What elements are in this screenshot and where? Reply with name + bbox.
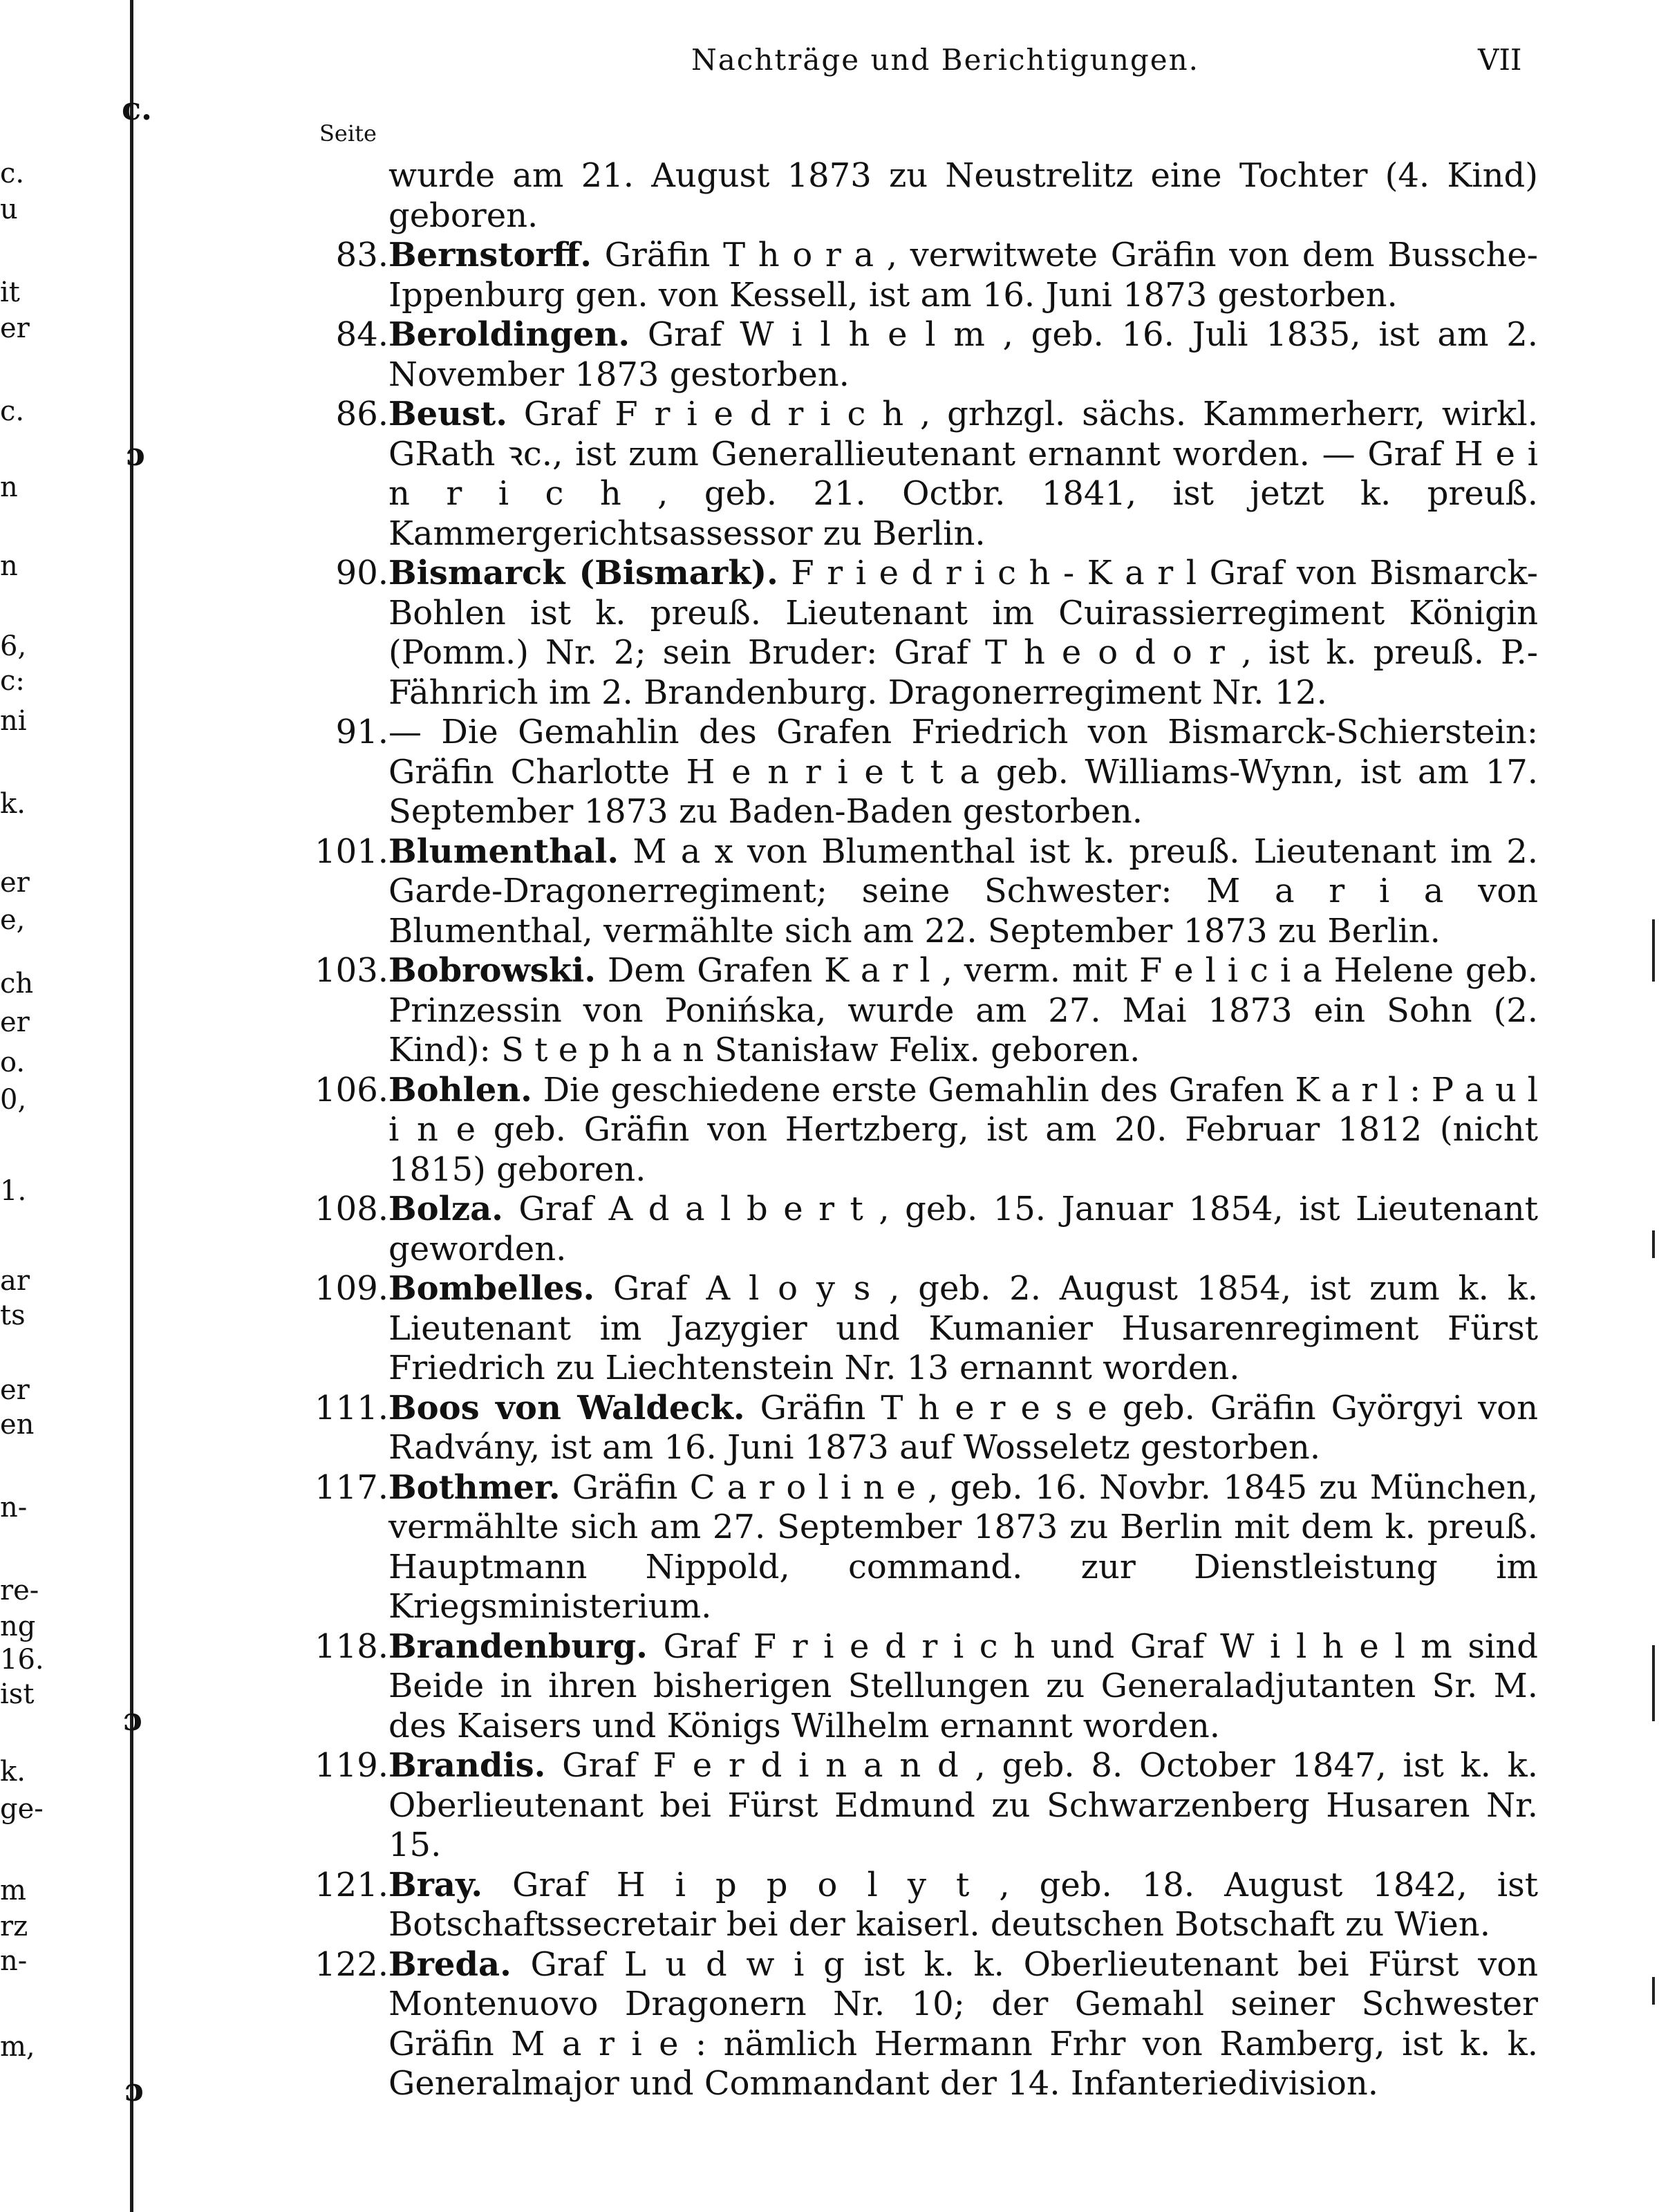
entry-number: 109. bbox=[315, 1269, 388, 1308]
entry bbox=[304, 1627, 1538, 1747]
entry-text-wrap bbox=[388, 1269, 1538, 1389]
entry-number: 86. bbox=[335, 395, 388, 433]
margin-fragment: u bbox=[0, 194, 18, 225]
gutter-mark: c. bbox=[122, 90, 153, 127]
entry-number: 83. bbox=[335, 236, 388, 274]
entry-text: Graf L u d w i g ist k. k. Oberlieutenant bei Fürst von Montenuovo Dragonern Nr. 10; der Gemahl seiner Schwester Gräfin M a r i e : nämlich Hermann Frhr von Ramberg, ist k. k. Generalmajor und Commandant der 14. Infanteriedivision. bbox=[388, 1944, 1538, 2103]
margin-fragment: ge- bbox=[0, 1793, 44, 1825]
margin-fragment: n bbox=[0, 550, 18, 582]
margin-fragment: n- bbox=[0, 1492, 28, 1524]
entry-text: F r i e d r i c h - K a r l Graf von Bismarck-Bohlen ist k. preuß. Lieutenant im Cuirassierregiment Königin (Pomm.) Nr. 2; sein Bruder: Graf T h e o d o r , ist k. preuß. P.-Fähnrich im 2. Brandenburg. Dragonerregiment Nr. 12. bbox=[388, 554, 1538, 712]
entry-number: 122. bbox=[315, 1944, 388, 1984]
gutter-mark: ɔ bbox=[126, 435, 146, 473]
entry bbox=[304, 1746, 1538, 1866]
entry-text: Graf F r i e d r i c h , grhzgl. sächs. Kammerherr, wirkl. GRath ꝛc., ist zum Generallieutenant ernannt worden. — Graf H e i n r i c h , geb. 21. Octbr. 1841, ist jetzt k. preuß. Kammergerichtsassessor zu Berlin. bbox=[388, 395, 1538, 553]
margin-fragment: n bbox=[0, 471, 18, 503]
entry-text: Graf W i l h e l m , geb. 16. Juli 1835, ist am 2. November 1873 gestorben. bbox=[388, 315, 1539, 394]
edge-mark bbox=[1652, 1645, 1655, 1721]
entry-number: 108. bbox=[315, 1190, 388, 1228]
entry-number: 119. bbox=[315, 1746, 388, 1785]
margin-fragment: e, bbox=[0, 904, 26, 936]
margin-fragment: k. bbox=[0, 788, 26, 820]
entry-text: Dem Grafen K a r l , verm. mit F e l i c i a Helene geb. Prinzessin von Ponińska, wurde am 27. Mai 1873 ein Sohn (2. Kind): S t e p h a n Stanisław Felix. geboren. bbox=[388, 951, 1539, 1069]
gutter-mark: ɔ bbox=[123, 1700, 143, 1738]
entry bbox=[304, 713, 1538, 832]
entry-number: 117. bbox=[315, 1468, 388, 1507]
margin-fragment: c: bbox=[0, 665, 25, 697]
entry-head: Bismarck (Bismark). bbox=[388, 554, 778, 592]
edge-mark bbox=[1652, 919, 1655, 982]
margin-fragment: er bbox=[0, 867, 30, 899]
margin-fragment: ch bbox=[0, 968, 34, 1000]
entry-text-wrap bbox=[388, 832, 1538, 952]
entry-text: Gräfin T h e r e s e geb. Gräfin Györgyi von Radvány, ist am 16. Juni 1873 auf Wosseletz gestorben. bbox=[388, 1388, 1538, 1467]
margin-fragment: 1. bbox=[0, 1175, 27, 1207]
entry-head: Bray. bbox=[388, 1865, 483, 1904]
margin-fragment: er bbox=[0, 312, 30, 344]
entry bbox=[304, 554, 1538, 713]
entry-number: 121. bbox=[315, 1865, 388, 1904]
entry-text-wrap bbox=[388, 951, 1538, 1071]
entry-number: 111. bbox=[315, 1388, 388, 1427]
page-body bbox=[304, 156, 1538, 2104]
entry-text-wrap bbox=[388, 1389, 1538, 1468]
margin-fragment: er bbox=[0, 1374, 30, 1406]
entry-head: Bombelles. bbox=[388, 1269, 595, 1308]
entry-head: Blumenthal. bbox=[388, 832, 619, 871]
entry-head: Breda. bbox=[388, 1944, 512, 1984]
entry-text: Gräfin T h o r a , verwitwete Gräfin von dem Bussche-Ippenburg gen. von Kessell, ist am 16. Juni 1873 gestorben. bbox=[388, 236, 1538, 315]
entry-number: 101. bbox=[315, 832, 388, 871]
binding-gutter-line bbox=[130, 0, 133, 2212]
entry bbox=[304, 832, 1538, 952]
margin-fragment: en bbox=[0, 1409, 35, 1441]
entry bbox=[304, 1071, 1538, 1190]
entry-number: 84. bbox=[335, 315, 388, 354]
entry bbox=[304, 1389, 1538, 1468]
margin-fragment: c. bbox=[0, 395, 25, 427]
margin-fragment: m bbox=[0, 1875, 26, 1906]
entry-head: Brandenburg. bbox=[388, 1627, 648, 1666]
seite-label: Seite bbox=[319, 120, 377, 147]
entry-text-wrap bbox=[388, 1190, 1538, 1269]
entry-text: Die geschiedene erste Gemahlin des Grafen K a r l : P a u l i n e geb. Gräfin von Hertzberg, ist am 20. Februar 1812 (nicht 1815) geboren. bbox=[388, 1070, 1538, 1189]
margin-fragment: ng bbox=[0, 1611, 36, 1642]
entry-number: 118. bbox=[315, 1627, 388, 1666]
entry-head: Bohlen. bbox=[388, 1070, 532, 1109]
margin-fragment: re- bbox=[0, 1575, 39, 1606]
right-edge-marks bbox=[1631, 0, 1659, 2212]
margin-fragment: it bbox=[0, 276, 20, 308]
entry-text-wrap bbox=[388, 315, 1538, 395]
entry bbox=[304, 236, 1538, 315]
entry-number: 91. bbox=[335, 713, 388, 751]
entry-text: Graf A l o y s , geb. 2. August 1854, ist zum k. k. Lieutenant im Jazygier und Kumanier Husarenregiment Fürst Friedrich zu Liechtenstein Nr. 13 ernannt worden. bbox=[388, 1269, 1538, 1387]
entry-text-wrap bbox=[388, 713, 1538, 832]
entry-number: 106. bbox=[315, 1070, 388, 1109]
margin-fragment: ist bbox=[0, 1678, 35, 1710]
previous-page-column bbox=[0, 0, 48, 2212]
entry bbox=[304, 1468, 1538, 1627]
entry-head: Bolza. bbox=[388, 1190, 503, 1228]
margin-fragment: er bbox=[0, 1006, 30, 1038]
entry-text: M a x von Blumenthal ist k. preuß. Lieutenant im 2. Garde-Dragonerregiment; seine Schwester: M a r i a von Blumenthal, vermählte sich am 22. September 1873 zu Berlin. bbox=[388, 832, 1538, 950]
entry bbox=[304, 1269, 1538, 1389]
entry bbox=[304, 1866, 1538, 1945]
entry bbox=[304, 315, 1538, 395]
entry-head: Boos von Waldeck. bbox=[388, 1388, 745, 1427]
entry-head: Beust. bbox=[388, 395, 507, 433]
margin-fragment: ar bbox=[0, 1265, 30, 1297]
entry-text-wrap bbox=[388, 156, 1538, 236]
margin-fragment: ts bbox=[0, 1300, 26, 1331]
entry-text: Graf H i p p o l y t , geb. 18. August 1842, ist Botschaftssecretair bei der kaiserl. deutschen Botschaft zu Wien. bbox=[388, 1865, 1538, 1944]
entry-text-wrap bbox=[388, 1945, 1538, 2104]
margin-fragment: m, bbox=[0, 2031, 35, 2063]
margin-fragment: 0, bbox=[0, 1084, 27, 1116]
entry-text: Graf A d a l b e r t , geb. 15. Januar 1854, ist Lieutenant geworden. bbox=[388, 1190, 1539, 1268]
entry bbox=[304, 1190, 1538, 1269]
entry-head: Beroldingen. bbox=[388, 315, 630, 354]
entry bbox=[304, 395, 1538, 554]
margin-fragment: rz bbox=[0, 1911, 28, 1942]
entry-head: Bobrowski. bbox=[388, 951, 596, 990]
entry-head: Brandis. bbox=[388, 1746, 546, 1785]
entry-text: Gräfin C a r o l i n e , geb. 16. Novbr. 1845 zu München, vermählte sich am 27. September 1873 zu Berlin mit dem k. preuß. Hauptmann Nippold, command. zur Dienstleistung im Kriegsministerium. bbox=[388, 1468, 1538, 1626]
margin-fragment: 16. bbox=[0, 1644, 44, 1676]
entry-text-wrap bbox=[388, 1746, 1538, 1866]
entry-head: Bothmer. bbox=[388, 1468, 561, 1507]
entry-text: — Die Gemahlin des Grafen Friedrich von Bismarck-Schierstein: Gräfin Charlotte H e n r i e t t a geb. Williams-Wynn, ist am 17. September 1873 zu Baden-Baden gestorben. bbox=[388, 713, 1538, 831]
entry bbox=[304, 1945, 1538, 2104]
entry-text-wrap bbox=[388, 236, 1538, 315]
page-number: VII bbox=[1478, 43, 1522, 77]
margin-fragment: n- bbox=[0, 1945, 28, 1977]
entry-head: Bernstorff. bbox=[388, 236, 592, 274]
running-head: Nachträge und Berichtigungen. bbox=[691, 43, 1200, 77]
entry-text: wurde am 21. August 1873 zu Neustrelitz eine Tochter (4. Kind) geboren. bbox=[388, 156, 1538, 235]
entry-text-wrap bbox=[388, 1866, 1538, 1945]
margin-fragment: o. bbox=[0, 1047, 26, 1078]
entry-text-wrap bbox=[388, 1468, 1538, 1627]
margin-fragment: ni bbox=[0, 705, 27, 737]
entry-text: Graf F e r d i n a n d , geb. 8. October 1847, ist k. k. Oberlieutenant bei Fürst Edmund zu Schwarzenberg Husaren Nr. 15. bbox=[388, 1746, 1538, 1864]
gutter-mark: ɔ bbox=[124, 2071, 144, 2108]
margin-fragment: k. bbox=[0, 1756, 26, 1788]
margin-fragment: c. bbox=[0, 158, 25, 189]
entry-text-wrap bbox=[388, 395, 1538, 554]
entry-number: 90. bbox=[335, 554, 388, 592]
edge-mark bbox=[1652, 1977, 1655, 2005]
entry-text-wrap bbox=[388, 1071, 1538, 1190]
entry-number: 103. bbox=[315, 951, 388, 990]
edge-mark bbox=[1652, 1230, 1655, 1258]
margin-fragment: 6, bbox=[0, 630, 27, 662]
entry-text-wrap bbox=[388, 554, 1538, 713]
entry-continuation bbox=[304, 156, 1538, 236]
entry-text-wrap bbox=[388, 1627, 1538, 1747]
entry-text: Graf F r i e d r i c h und Graf W i l h e l m sind Beide in ihren bisherigen Stellungen zu Generaladjutanten Sr. M. des Kaisers und Königs Wilhelm ernannt worden. bbox=[388, 1627, 1538, 1745]
entry bbox=[304, 951, 1538, 1071]
